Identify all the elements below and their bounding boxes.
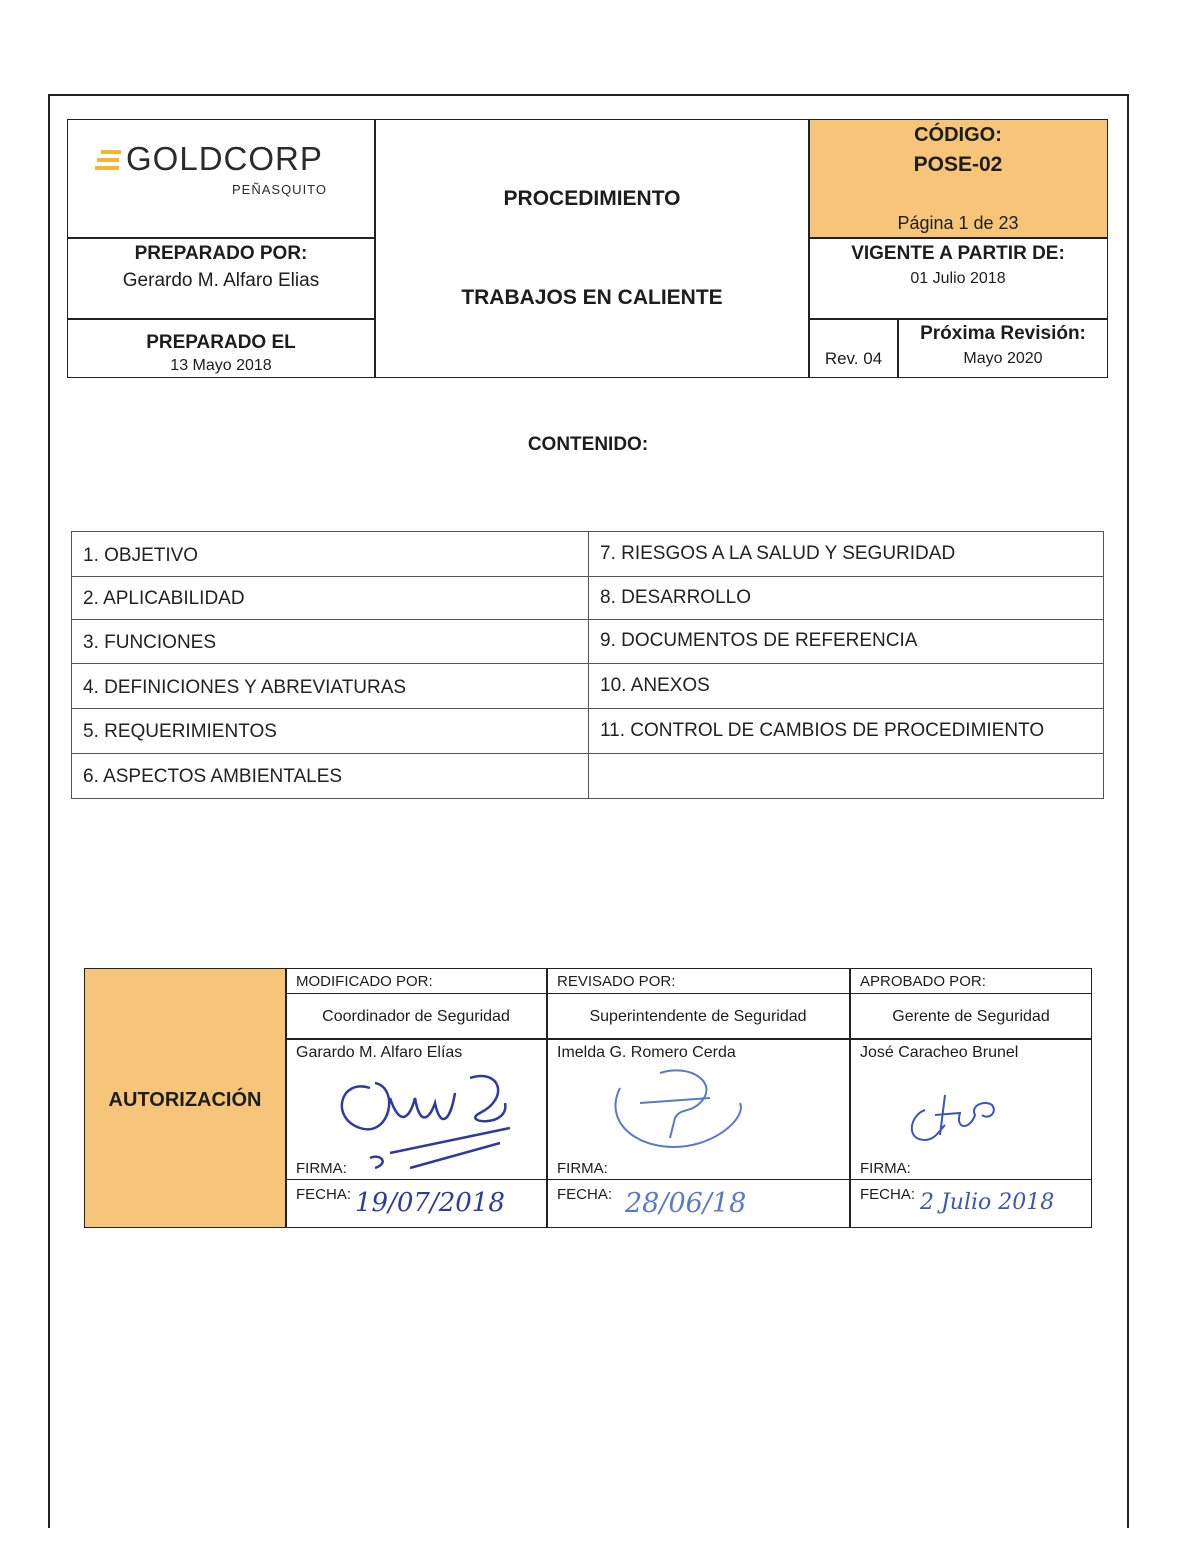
page-info: Página 1 de 23	[897, 213, 1019, 233]
effective-date: 01 Julio 2018	[910, 270, 1006, 287]
modified-by-fecha-value: 19/07/2018	[355, 1188, 505, 1218]
prepared-on-label: PREPARADO EL	[146, 332, 296, 353]
logo-subtitle: PEÑASQUITO	[232, 182, 328, 197]
modified-by-name: Garardo M. Alfaro Elías	[296, 1044, 463, 1061]
authorization-label: AUTORIZACIÓN	[108, 1089, 262, 1111]
effective-label: VIGENTE A PARTIR DE:	[851, 243, 1065, 264]
code-value: POSE-02	[913, 153, 1003, 176]
toc-item: 6. ASPECTOS AMBIENTALES	[83, 766, 343, 787]
modified-by-header: MODIFICADO POR:	[296, 973, 433, 990]
code-label: CÓDIGO:	[914, 124, 1002, 146]
toc-item: 5. REQUERIMIENTOS	[83, 721, 277, 742]
toc-item: 4. DEFINICIONES Y ABREVIATURAS	[83, 677, 407, 698]
approved-by-name: José Caracheo Brunel	[860, 1044, 1019, 1061]
approved-by-header: APROBADO POR:	[860, 973, 986, 990]
next-review-date: Mayo 2020	[963, 350, 1043, 367]
approved-by-fecha-value: 2 Julio 2018	[920, 1190, 1055, 1215]
signature-cursive-icon	[900, 1085, 1010, 1155]
reviewed-by-header: REVISADO POR:	[557, 973, 676, 990]
contents-title: CONTENIDO:	[527, 434, 649, 455]
goldcorp-bars-icon	[95, 148, 123, 172]
page-frame-top	[48, 94, 1128, 96]
signature-circle-icon	[600, 1058, 750, 1158]
toc-item: 2. APLICABILIDAD	[83, 588, 245, 609]
reviewed-by-role: Superintendente de Seguridad	[589, 1008, 807, 1025]
toc-item: 10. ANEXOS	[600, 675, 710, 696]
page-frame-left	[48, 94, 50, 1528]
document-title: TRABAJOS EN CALIENTE	[461, 286, 723, 309]
prepared-on-date: 13 Mayo 2018	[170, 357, 272, 374]
reviewed-by-fecha-value: 28/06/18	[625, 1188, 747, 1219]
approved-by-role: Gerente de Seguridad	[892, 1008, 1050, 1025]
modified-by-fecha-label: FECHA:	[296, 1186, 352, 1203]
page-frame-right	[1127, 94, 1129, 1528]
prepared-by-name: Gerardo M. Alfaro Elias	[122, 270, 320, 291]
reviewed-by-firma-label: FIRMA:	[557, 1160, 608, 1177]
toc-item: 7. RIESGOS A LA SALUD Y SEGURIDAD	[600, 543, 956, 564]
toc-item: 8. DESARROLLO	[600, 587, 751, 608]
toc-item: 1. OBJETIVO	[83, 545, 199, 566]
toc-item: 11. CONTROL DE CAMBIOS DE PROCEDIMIENTO	[600, 720, 1045, 741]
modified-by-role: Coordinador de Seguridad	[322, 1008, 510, 1025]
prepared-by-label: PREPARADO POR:	[134, 243, 308, 264]
toc-item: 3. FUNCIONES	[83, 632, 217, 653]
reviewed-by-fecha-label: FECHA:	[557, 1186, 613, 1203]
document-type: PROCEDIMIENTO	[503, 187, 681, 210]
modified-by-firma-label: FIRMA:	[296, 1160, 347, 1177]
signature-scribble-icon	[330, 1058, 530, 1178]
approved-by-firma-label: FIRMA:	[860, 1160, 911, 1177]
reviewed-by-name: Imelda G. Romero Cerda	[557, 1044, 736, 1061]
approved-by-fecha-label: FECHA:	[860, 1186, 916, 1203]
toc-item: 9. DOCUMENTOS DE REFERENCIA	[600, 630, 918, 651]
revision-number: Rev. 04	[824, 349, 883, 368]
logo-name: GOLDCORP	[126, 140, 323, 177]
next-review-label: Próxima Revisión:	[920, 323, 1086, 344]
